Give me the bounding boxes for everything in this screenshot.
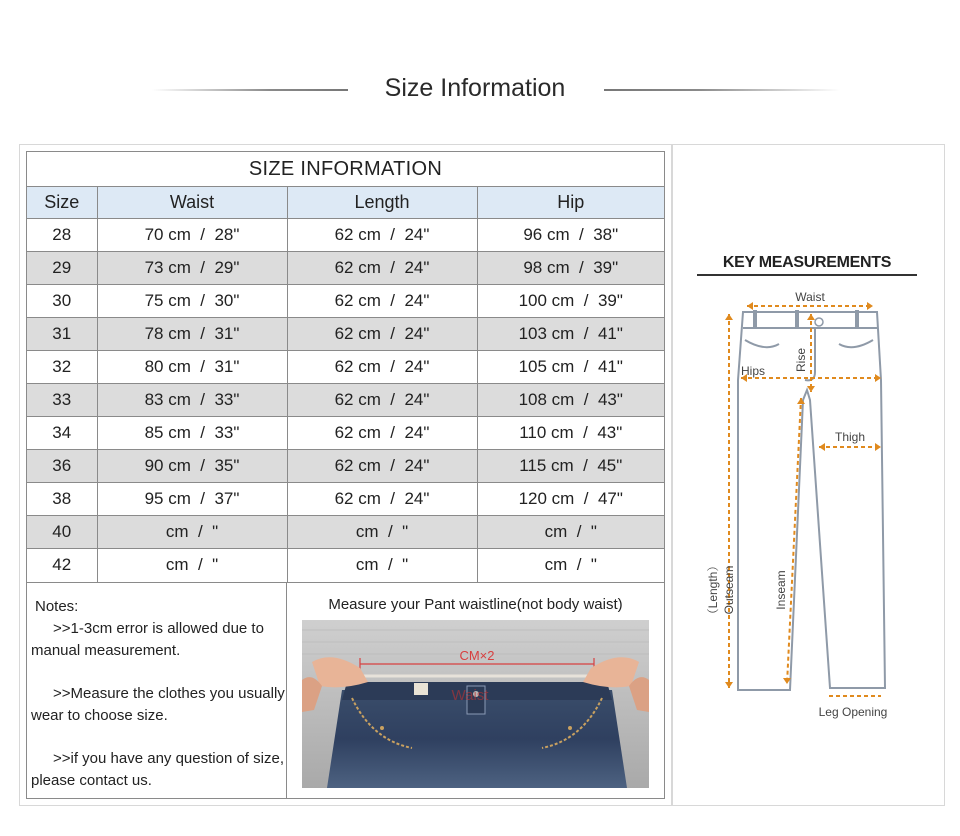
size-cell: 28	[27, 218, 97, 251]
length-cell: 62 cm / 24"	[287, 450, 477, 483]
hip-cell: 105 cm / 41"	[477, 350, 664, 383]
size-cell: 33	[27, 383, 97, 416]
header-divider-left	[152, 89, 348, 91]
size-cell: 40	[27, 516, 97, 549]
page-title: Size Information	[384, 74, 566, 102]
waist-cell: 83 cm / 33"	[97, 383, 287, 416]
size-sheet	[26, 151, 665, 799]
waist-cell: cm / "	[97, 549, 287, 582]
measure-caption: Measure your Pant waistline(not body waist)	[328, 595, 623, 613]
key-title-underline	[697, 274, 917, 276]
pants-diagram	[695, 280, 935, 730]
hip-cell: cm / "	[477, 516, 664, 549]
label-outseam: Outseam	[722, 565, 736, 615]
waist-cell: 78 cm / 31"	[97, 317, 287, 350]
length-cell: 62 cm / 24"	[287, 417, 477, 450]
waist-cell: 95 cm / 37"	[97, 483, 287, 516]
label-inseam: Inseam	[774, 570, 788, 610]
key-measurements-title: KEY MEASUREMENTS	[722, 254, 892, 271]
label-length: （Length）	[706, 559, 720, 621]
size-cell: 42	[27, 549, 97, 582]
size-cell: 38	[27, 483, 97, 516]
table-row	[27, 417, 664, 450]
column-header-hip: Hip	[477, 187, 664, 218]
table-row	[27, 251, 664, 284]
size-sheet-title: SIZE INFORMATION	[27, 152, 664, 187]
note-text: >>Measure the clothes you usually wear to choose size.	[31, 684, 285, 724]
hip-cell: cm / "	[477, 549, 664, 582]
label-waist: Waist	[795, 290, 825, 304]
size-table	[27, 187, 664, 583]
length-cell: 62 cm / 24"	[287, 317, 477, 350]
page-header	[0, 72, 960, 108]
column-header-waist: Waist	[97, 187, 287, 218]
jeans-photo-illustration	[302, 620, 649, 788]
waist-measure-photo	[302, 620, 649, 788]
hip-cell: 120 cm / 47"	[477, 483, 664, 516]
waist-cell: 73 cm / 29"	[97, 251, 287, 284]
size-cell: 34	[27, 417, 97, 450]
note-item	[31, 683, 286, 727]
length-cell: 62 cm / 24"	[287, 350, 477, 383]
table-row	[27, 317, 664, 350]
table-row	[27, 450, 664, 483]
size-cell: 32	[27, 350, 97, 383]
table-header-row	[27, 187, 664, 218]
length-cell: 62 cm / 24"	[287, 218, 477, 251]
label-thigh: Thigh	[835, 430, 866, 444]
sheet-footer	[27, 583, 664, 799]
waist-cell: 75 cm / 30"	[97, 284, 287, 317]
hip-cell: 98 cm / 39"	[477, 251, 664, 284]
size-cell: 36	[27, 450, 97, 483]
photo-cm-label: CM×2	[459, 647, 495, 663]
note-item	[31, 748, 286, 792]
notes-title: Notes:	[35, 597, 79, 615]
size-cell: 29	[27, 251, 97, 284]
table-row	[27, 516, 664, 549]
photo-waist-tag: Waist	[451, 686, 489, 704]
length-cell: 62 cm / 24"	[287, 284, 477, 317]
waist-measure-section	[287, 583, 664, 799]
hip-cell: 108 cm / 43"	[477, 383, 664, 416]
notes-section	[27, 583, 287, 799]
note-item	[31, 618, 286, 662]
waist-cell: cm / "	[97, 516, 287, 549]
table-row	[27, 483, 664, 516]
header-divider-right	[604, 89, 840, 91]
hip-cell: 103 cm / 41"	[477, 317, 664, 350]
size-cell: 30	[27, 284, 97, 317]
table-row	[27, 350, 664, 383]
size-cell: 31	[27, 317, 97, 350]
hip-cell: 110 cm / 43"	[477, 417, 664, 450]
length-cell: cm / "	[287, 549, 477, 582]
column-header-size: Size	[27, 187, 97, 218]
note-text: >>1-3cm error is allowed due to manual measurement.	[31, 619, 264, 659]
waist-cell: 70 cm / 28"	[97, 218, 287, 251]
length-cell: 62 cm / 24"	[287, 383, 477, 416]
length-cell: cm / "	[287, 516, 477, 549]
table-row	[27, 284, 664, 317]
table-row	[27, 383, 664, 416]
hip-cell: 100 cm / 39"	[477, 284, 664, 317]
table-row	[27, 218, 664, 251]
hip-cell: 96 cm / 38"	[477, 218, 664, 251]
waist-cell: 90 cm / 35"	[97, 450, 287, 483]
waist-cell: 80 cm / 31"	[97, 350, 287, 383]
label-rise: Rise	[794, 347, 808, 373]
hip-cell: 115 cm / 45"	[477, 450, 664, 483]
length-cell: 62 cm / 24"	[287, 251, 477, 284]
table-row	[27, 549, 664, 582]
waist-cell: 85 cm / 33"	[97, 417, 287, 450]
note-text: >>if you have any question of size, please contact us.	[31, 749, 284, 789]
label-hips: Hips	[741, 364, 766, 378]
label-leg-opening: Leg Opening	[818, 705, 888, 719]
length-cell: 62 cm / 24"	[287, 483, 477, 516]
column-header-length: Length	[287, 187, 477, 218]
